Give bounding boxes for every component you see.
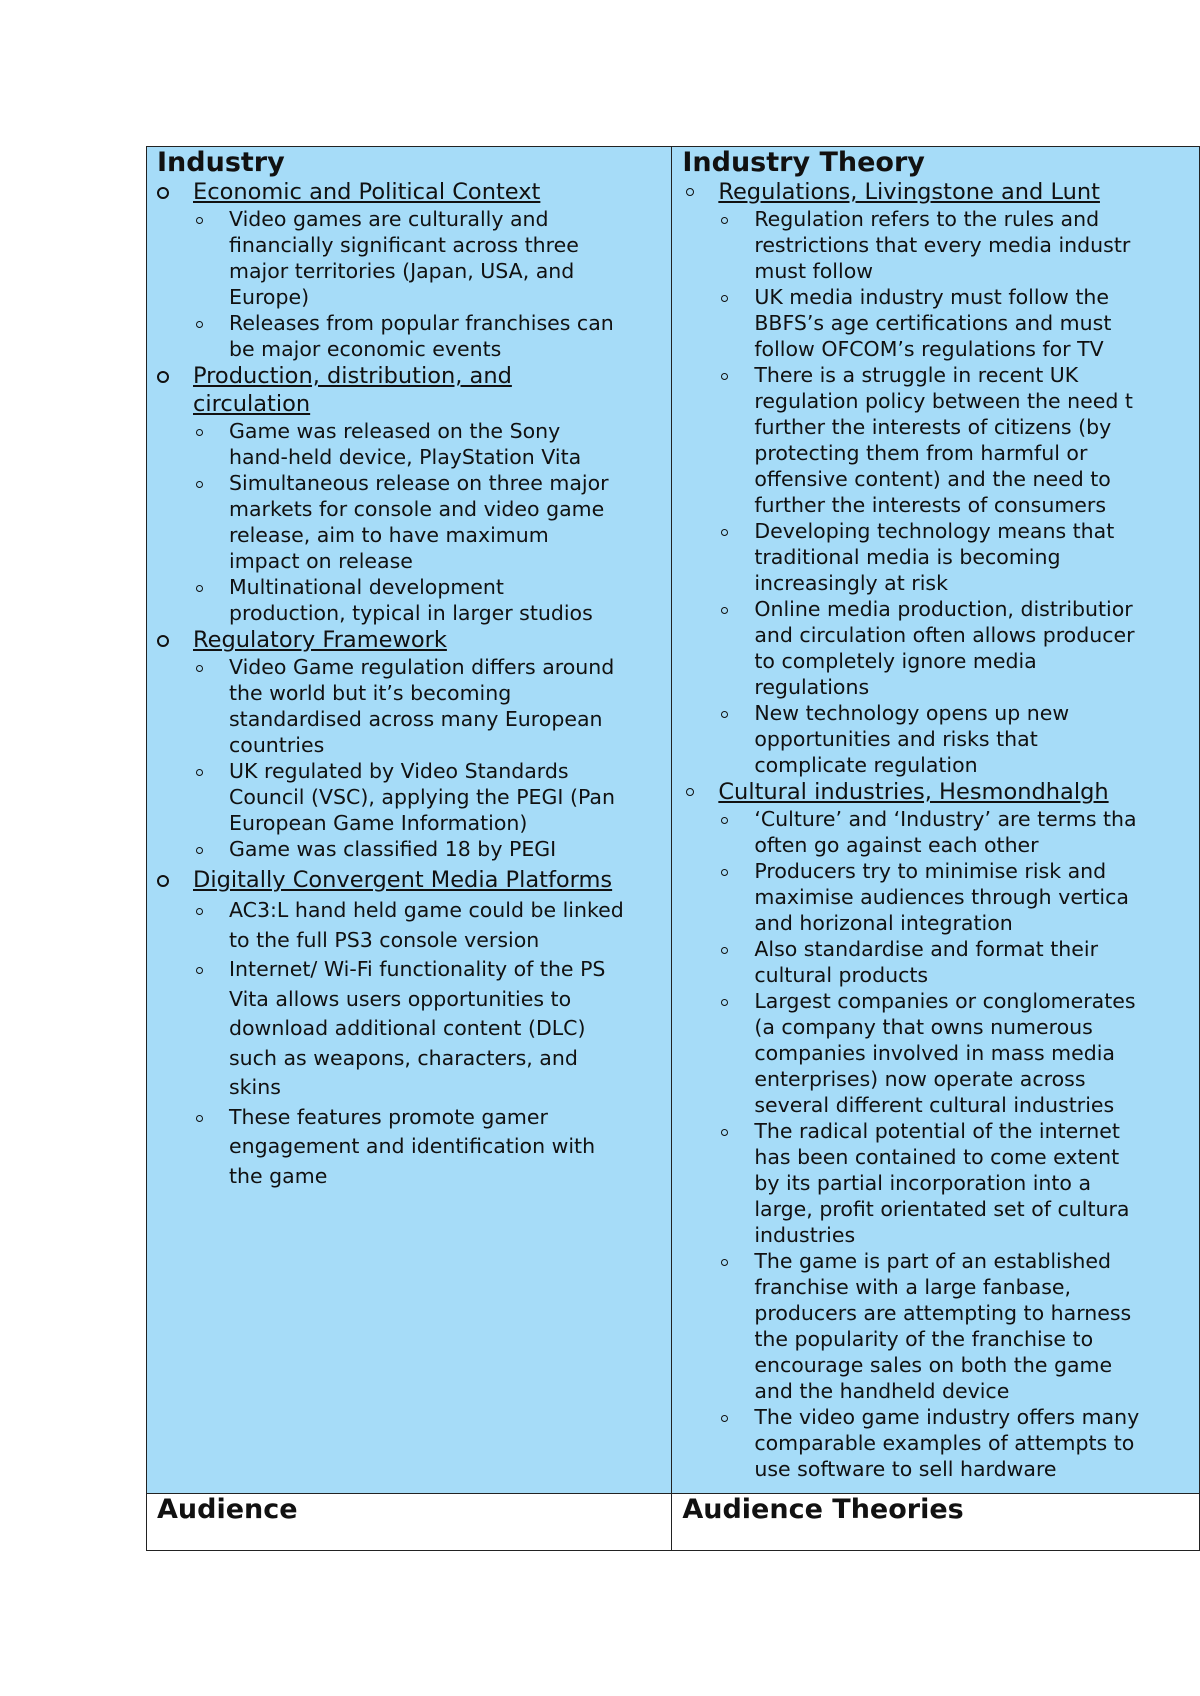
industry-section [157,626,671,862]
list-item: Multinational development production, typical in larger studios [229,574,624,626]
bullet-icon [157,875,169,887]
bullet-icon [196,665,203,672]
bullet-icon [721,711,728,718]
list-item-line: companies involved in mass media [754,1041,1115,1065]
list-item-line: further the interests of consumers [754,493,1107,517]
industry-bullet-list [157,654,624,862]
list-item-line: follow OFCOM’s regulations for TV [754,337,1104,361]
list-item-line: BBFS’s age certifications and must [754,311,1112,335]
bullet-icon [721,529,728,536]
list-item: Releases from popular franchises can be major economic events [229,310,624,362]
industry-theory-content [672,147,1199,1482]
bullet-icon [196,321,203,328]
list-item-line: Developing technology means that [754,519,1115,543]
list-item-line: Largest companies or conglomerates [754,989,1136,1013]
industry-section [157,362,671,626]
theory-section [682,178,1199,778]
notes-table [146,146,1200,1551]
theory-bullet-list [682,206,1199,778]
list-item: Simultaneous release on three major markets for console and video game release, aim to have maximum impact on release [229,470,624,574]
list-item-line: The radical potential of the internet [754,1119,1120,1143]
list-item-line: restrictions that every media industr [754,233,1131,257]
list-item-line: use software to sell hardware [754,1457,1057,1481]
bullet-icon [721,607,728,614]
list-item: AC3:L hand held game could be linked to the full PS3 console version [229,896,624,955]
list-item-line: and circulation often allows producer [754,623,1135,647]
list-item-line: There is a struggle in recent UK [754,363,1079,387]
list-item-line: The video game industry offers many [754,1405,1140,1429]
theory-bullet-list [682,806,1199,1482]
list-item-line: cultural products [754,963,929,987]
list-item [754,206,1199,284]
list-item-line: comparable examples of attempts to [754,1431,1135,1455]
bullet-icon [196,1115,203,1122]
industry-bullet-list [157,418,624,626]
bullet-icon [721,217,728,224]
industry-bullet-list [157,896,624,1191]
bullet-icon [157,187,169,199]
bullet-icon [196,217,203,224]
bullet-icon [721,947,728,954]
list-item-line: complicate regulation [754,753,978,777]
bullet-icon [721,373,728,380]
list-item-line: the popularity of the franchise to [754,1327,1094,1351]
list-item-line: by its partial incorporation into a [754,1171,1092,1195]
industry-content [147,147,671,1191]
list-item [754,284,1199,362]
list-item: These features promote gamer engagement and identification with the game [229,1103,624,1192]
list-item-line: regulations [754,675,870,699]
list-item: Video Game regulation differs around the world but it’s becoming standardised across many European countries [229,654,624,758]
list-item-line: franchise with a large fanbase, [754,1275,1072,1299]
list-item-line: regulation policy between the need t [754,389,1133,413]
list-item-line: large, profit orientated set of cultura [754,1197,1130,1221]
audience-cell [147,1494,672,1551]
bullet-icon [721,1129,728,1136]
bullet-icon [196,967,203,974]
list-item [754,596,1199,700]
list-item-line: traditional media is becoming [754,545,1061,569]
bullet-icon [196,908,203,915]
industry-cell [147,147,672,1494]
theory-section [682,778,1199,1482]
industry-section [157,178,671,362]
list-item-line: industries [754,1223,856,1247]
list-item [754,518,1199,596]
list-item [754,936,1199,988]
list-item [754,858,1199,936]
list-item: Internet/ Wi-Fi functionality of the PS Vita allows users opportunities to download additional content (DLC) such as weapons, characters, and skins [229,955,624,1103]
list-item-line: ‘Culture’ and ‘Industry’ are terms tha [754,807,1137,831]
list-item-line: has been contained to come extent [754,1145,1120,1169]
theory-section-list [682,178,1199,1482]
list-item-line: Also standardise and format their [754,937,1098,961]
bullet-icon [721,1415,728,1422]
bullet-icon [686,788,694,796]
list-item-line: and horizonal integration [754,911,1013,935]
section-title: Economic and Political Context [193,179,541,205]
section-title: Digitally Convergent Media Platforms [193,867,613,893]
section-title: Production, distribution, and circulation [193,363,512,417]
list-item-line: often go against each other [754,833,1039,857]
section-title: Regulations, Livingstone and Lunt [718,179,1100,205]
industry-bullet-list [157,206,624,362]
list-item-line: (a company that owns numerous [754,1015,1093,1039]
list-item [754,1118,1199,1248]
bullet-icon [721,1259,728,1266]
bullet-icon [196,585,203,592]
list-item-line: UK media industry must follow the [754,285,1109,309]
list-item-line: Producers try to minimise risk and [754,859,1107,883]
bullet-icon [721,295,728,302]
list-item: Video games are culturally and financially significant across three major territories (Japan, USA, and Europe) [229,206,624,310]
list-item-line: Regulation refers to the rules and [754,207,1100,231]
list-item-line: offensive content) and the need to [754,467,1111,491]
list-item: Game was released on the Sony hand-held device, PlayStation Vita [229,418,624,470]
list-item-line: increasingly at risk [754,571,948,595]
list-item-line: and the handheld device [754,1379,1010,1403]
list-item [754,362,1199,518]
audience-theories-heading: Audience Theories [682,1494,964,1525]
list-item-line: must follow [754,259,873,283]
list-item [754,1404,1199,1482]
list-item-line: protecting them from harmful or [754,441,1088,465]
audience-heading: Audience [157,1494,298,1525]
list-item [754,1248,1199,1404]
list-item-line: The game is part of an established [754,1249,1112,1273]
list-item-line: Online media production, distributior [754,597,1133,621]
list-item [754,988,1199,1118]
bullet-icon [196,847,203,854]
section-title: Cultural industries, Hesmondhalgh [718,779,1109,805]
bullet-icon [721,869,728,876]
list-item-line: further the interests of citizens (by [754,415,1112,439]
bullet-icon [721,999,728,1006]
industry-section [157,866,671,1191]
list-item: UK regulated by Video Standards Council (VSC), applying the PEGI (Pan European Game Information) [229,758,624,836]
bullet-icon [196,769,203,776]
list-item-line: opportunities and risks that [754,727,1038,751]
bullet-icon [157,371,169,383]
list-item-line: to completely ignore media [754,649,1037,673]
industry-heading: Industry [157,147,285,178]
list-item-line: maximise audiences through vertica [754,885,1129,909]
list-item [754,700,1199,778]
industry-theory-heading: Industry Theory [682,147,925,178]
list-item-line: New technology opens up new [754,701,1070,725]
list-item [754,806,1199,858]
list-item-line: encourage sales on both the game [754,1353,1113,1377]
bullet-icon [196,481,203,488]
industry-section-list [157,178,671,1191]
section-title: Regulatory Framework [193,627,447,653]
audience-theories-cell [672,1494,1200,1551]
list-item-line: several different cultural industries [754,1093,1115,1117]
list-item-line: producers are attempting to harness [754,1301,1132,1325]
bullet-icon [686,188,694,196]
bullet-icon [196,429,203,436]
list-item: Game was classified 18 by PEGI [229,836,624,862]
list-item-line: enterprises) now operate across [754,1067,1086,1091]
bullet-icon [157,635,169,647]
bullet-icon [721,817,728,824]
industry-theory-cell [672,147,1200,1494]
